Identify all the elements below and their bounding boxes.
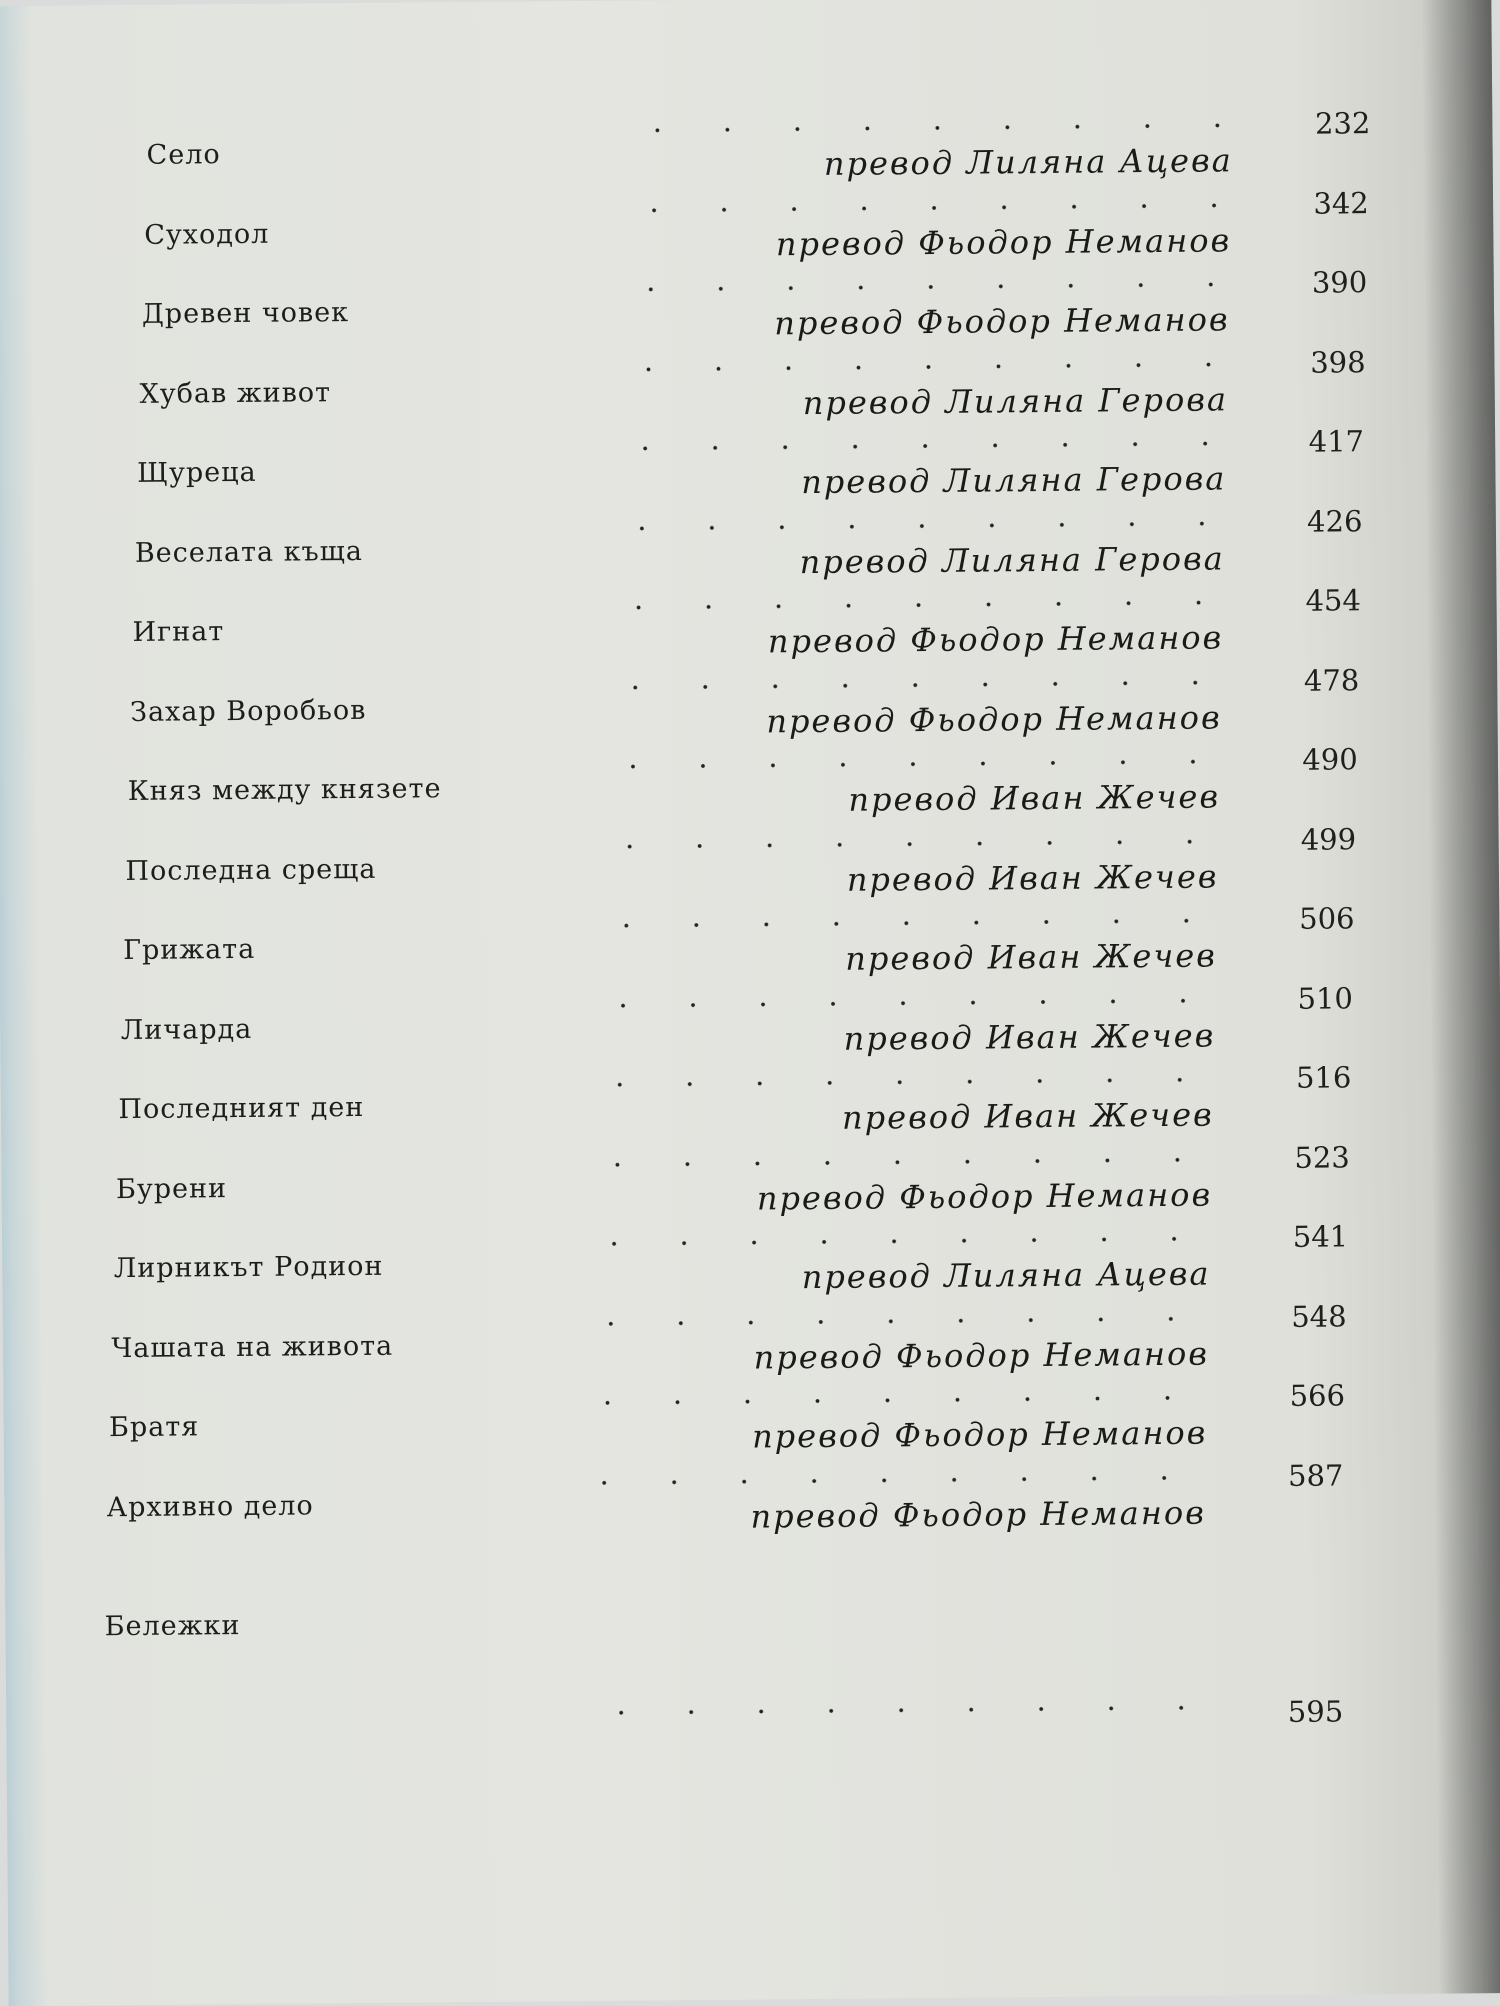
toc-entry-translator: превод Фьодор Неманов [756,1175,1213,1218]
toc-entry-page-number: 506 [1299,901,1355,936]
dot-leader [613,362,1234,371]
dot-leader [586,1706,1206,1715]
toc-entry-translator: превод Иван Жечев [848,777,1221,819]
toc-entry-page-number: 454 [1305,583,1362,618]
dot-leader [579,1236,1221,1246]
toc-entry-page-number: 566 [1289,1378,1346,1413]
toc-entry-title: Личарда [120,1013,253,1046]
dot-leader [604,600,1230,609]
toc-entry-translator: превод Фьодор Неманов [767,618,1224,661]
toc-entry-title: Древен човек [141,297,350,330]
dot-leader [573,1395,1218,1405]
toc-entry-page-number: 342 [1313,185,1369,221]
dot-leader [622,123,1237,132]
toc-entry-page-number: 426 [1306,503,1363,539]
toc-entry-title: Грижата [123,933,256,967]
toc-entry-translator: превод Иван Жечев [841,1095,1214,1137]
toc-entry-translator: превод Фьодор Неманов [774,300,1230,343]
toc-entry-title: Захар Воробьов [130,694,367,728]
toc-entry-page-number: 398 [1310,344,1366,380]
toc-entry-translator: превод Иван Жечев [845,936,1218,978]
dot-leader [591,918,1225,928]
toc-entry-translator: превод Фьодор Неманов [753,1334,1210,1377]
toc-entry-page-number: 478 [1303,662,1360,698]
toc-entry-title: Последна среща [125,853,377,887]
toc-entry-title: Веселата къща [134,535,364,569]
toc-entry-page-number: 417 [1308,424,1365,459]
toc-entry-page-number: 490 [1302,742,1358,777]
toc-entry-title: Архивно дело [106,1489,314,1523]
toc-entry-title: Княз между князете [127,773,442,807]
toc-entry-translator: превод Лиляна Герова [802,379,1229,422]
toc-entry-title: Игнат [132,616,225,648]
toc-entry-page-number: 499 [1300,821,1357,857]
toc-entry-translator: превод Фьодор Неманов [775,220,1232,263]
toc-entry-title: Хубав живот [139,376,332,410]
toc-entry-page-number: 232 [1314,106,1371,141]
toc-entry-title: Щуреца [137,456,257,489]
toc-entry-translator: превод Лиляна Герова [799,538,1225,581]
toc-entry-translator: превод Лиляна Ацева [823,141,1233,183]
toc-entry-title: Последният ден [118,1091,365,1126]
dot-leader [610,441,1233,450]
toc-entry-translator: превод Иван Жечев [843,1016,1216,1058]
dot-leader [601,680,1229,689]
toc-entry-translator: превод Иван Жечев [846,856,1219,899]
toc-entry-translator: превод Лиляна Герова [801,459,1227,502]
dot-leader [594,839,1226,849]
toc-entry-title: Лирникът Родион [113,1250,384,1285]
toc-entry-title: Бурени [115,1172,228,1205]
toc-entry-translator: превод Лиляна Ацева [801,1254,1211,1297]
toc-entry-page-number: 595 [1287,1694,1344,1729]
toc-entry-title: Братя [108,1411,200,1444]
dot-leader [607,521,1232,530]
toc-entry-page-number: 390 [1311,265,1368,300]
dot-leader [576,1316,1220,1326]
toc-entry-translator: превод Фьодор Неманов [751,1413,1208,1456]
toc-entry-title: Село [146,139,221,171]
toc-entry-page-number: 587 [1287,1457,1344,1493]
toc-entry-page-number: 510 [1297,980,1354,1016]
toc-entry-page-number: 516 [1295,1060,1352,1095]
toc-entry-translator: превод Фьодор Неманов [766,697,1222,740]
dot-leader [585,1077,1223,1087]
dot-leader [598,759,1228,768]
toc-entry-title: Бележки [104,1610,241,1643]
toc-entry-title: Суходол [144,218,270,251]
toc-entry-title: Чашата на живота [111,1330,394,1364]
dot-leader [582,1157,1222,1167]
dot-leader [619,203,1236,212]
toc-entry-page-number: 541 [1292,1219,1349,1254]
dot-leader [570,1475,1217,1485]
toc-entry-page-number: 523 [1294,1139,1350,1175]
toc-entry-translator: превод Фьодор Неманов [750,1493,1206,1536]
dot-leader [616,282,1235,291]
toc-entry-page-number: 548 [1291,1298,1347,1334]
dot-leader [588,998,1224,1008]
